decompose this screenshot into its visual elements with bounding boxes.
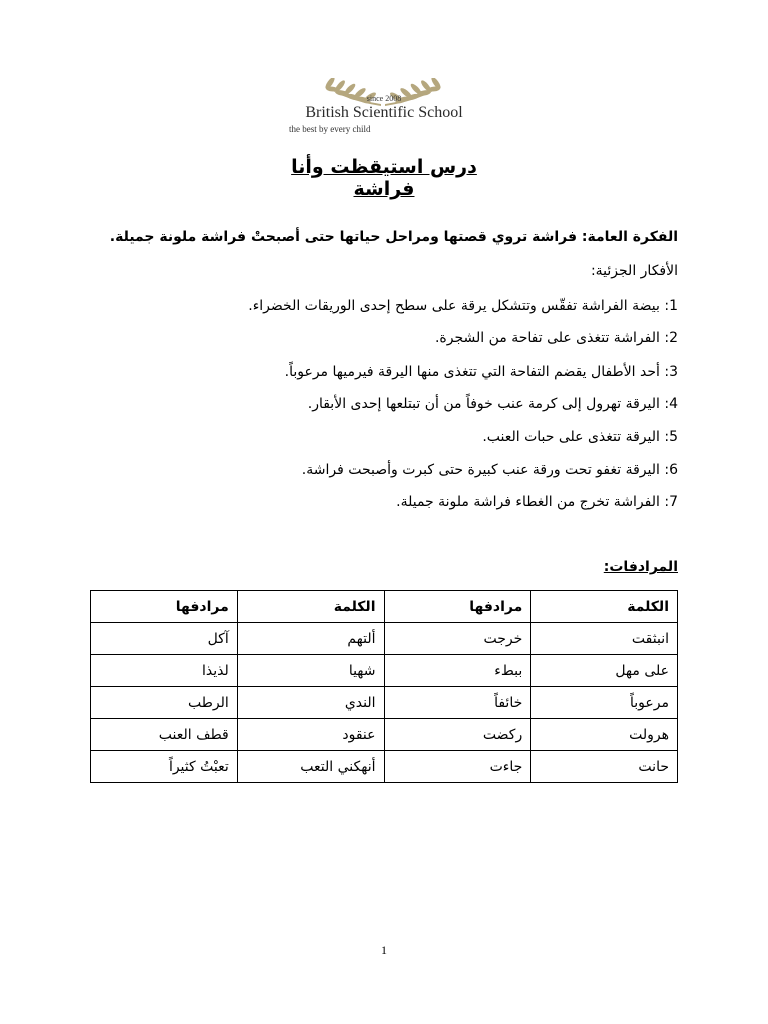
table-header-cell: الكلمة — [531, 591, 678, 623]
table-row — [91, 687, 678, 719]
logo-tagline: the best by every child — [289, 124, 371, 134]
sub-idea-1: 1: بيضة الفراشة تفقّس وتتشكل يرقة على سطح إحدى الوريقات الخضراء. — [248, 298, 678, 314]
sub-idea-4: 4: اليرقة تهرول إلى كرمة عنب خوفاً من أن تبتلعها إحدى الأبقار. — [307, 396, 678, 412]
table-cell: قطف العنب — [91, 719, 238, 751]
general-idea — [110, 229, 678, 245]
logo-since: since 2008 — [366, 94, 402, 103]
table-cell: انبثقت — [531, 623, 678, 655]
school-logo — [280, 78, 488, 142]
table-cell: الرطب — [91, 687, 238, 719]
lesson-title: درس استيقظت وأنا فراشة — [291, 156, 477, 200]
table-cell: شهيا — [237, 655, 384, 687]
table-row — [91, 719, 678, 751]
sub-idea-7: 7: الفراشة تخرج من الغطاء فراشة ملونة جميلة. — [396, 494, 678, 510]
synonyms-label: المرادفات: — [603, 559, 678, 575]
table-header-cell: الكلمة — [237, 591, 384, 623]
page-number: 1 — [381, 943, 387, 957]
table-cell: ركضت — [384, 719, 531, 751]
general-idea-text: فراشة تروي قصتها ومراحل حياتها حتى أصبحتْ فراشة ملونة جميلة. — [109, 229, 582, 245]
table-header-cell: مرادفها — [91, 591, 238, 623]
table-cell: ببطء — [384, 655, 531, 687]
table-header-row — [91, 591, 678, 623]
table-cell: أنهكني التعب — [237, 751, 384, 783]
sub-idea-2: 2: الفراشة تتغذى على تفاحة من الشجرة. — [434, 330, 678, 346]
table-cell: هرولت — [531, 719, 678, 751]
table-row — [91, 751, 678, 783]
synonyms-table — [90, 590, 678, 783]
table-cell: مرعوباً — [531, 687, 678, 719]
table-cell: الندي — [237, 687, 384, 719]
table-cell: حانت — [531, 751, 678, 783]
logo-school-name: British Scientific School — [305, 104, 463, 121]
table-row — [91, 655, 678, 687]
table-cell: آكل — [91, 623, 238, 655]
table-cell: على مهل — [531, 655, 678, 687]
table-cell: جاءت — [384, 751, 531, 783]
table-header-cell: مرادفها — [384, 591, 531, 623]
general-idea-label: الفكرة العامة: — [581, 229, 678, 245]
sub-idea-6: 6: اليرقة تغفو تحت ورقة عنب كبيرة حتى كبرت وأصبحت فراشة. — [301, 462, 678, 478]
sub-idea-5: 5: اليرقة تتغذى على حبات العنب. — [482, 429, 678, 445]
sub-ideas-label: الأفكار الجزئية: — [590, 263, 678, 279]
table-row — [91, 623, 678, 655]
table-cell: خائفاً — [384, 687, 531, 719]
table-cell: لذيذا — [91, 655, 238, 687]
table-cell: ألتهم — [237, 623, 384, 655]
table-cell: عنقود — [237, 719, 384, 751]
sub-idea-3: 3: أحد الأطفال يقضم التفاحة التي تتغذى منها اليرقة فيرميها مرعوباً. — [284, 364, 678, 380]
table-cell: تعبْتُ كثيراً — [91, 751, 238, 783]
table-cell: خرجت — [384, 623, 531, 655]
